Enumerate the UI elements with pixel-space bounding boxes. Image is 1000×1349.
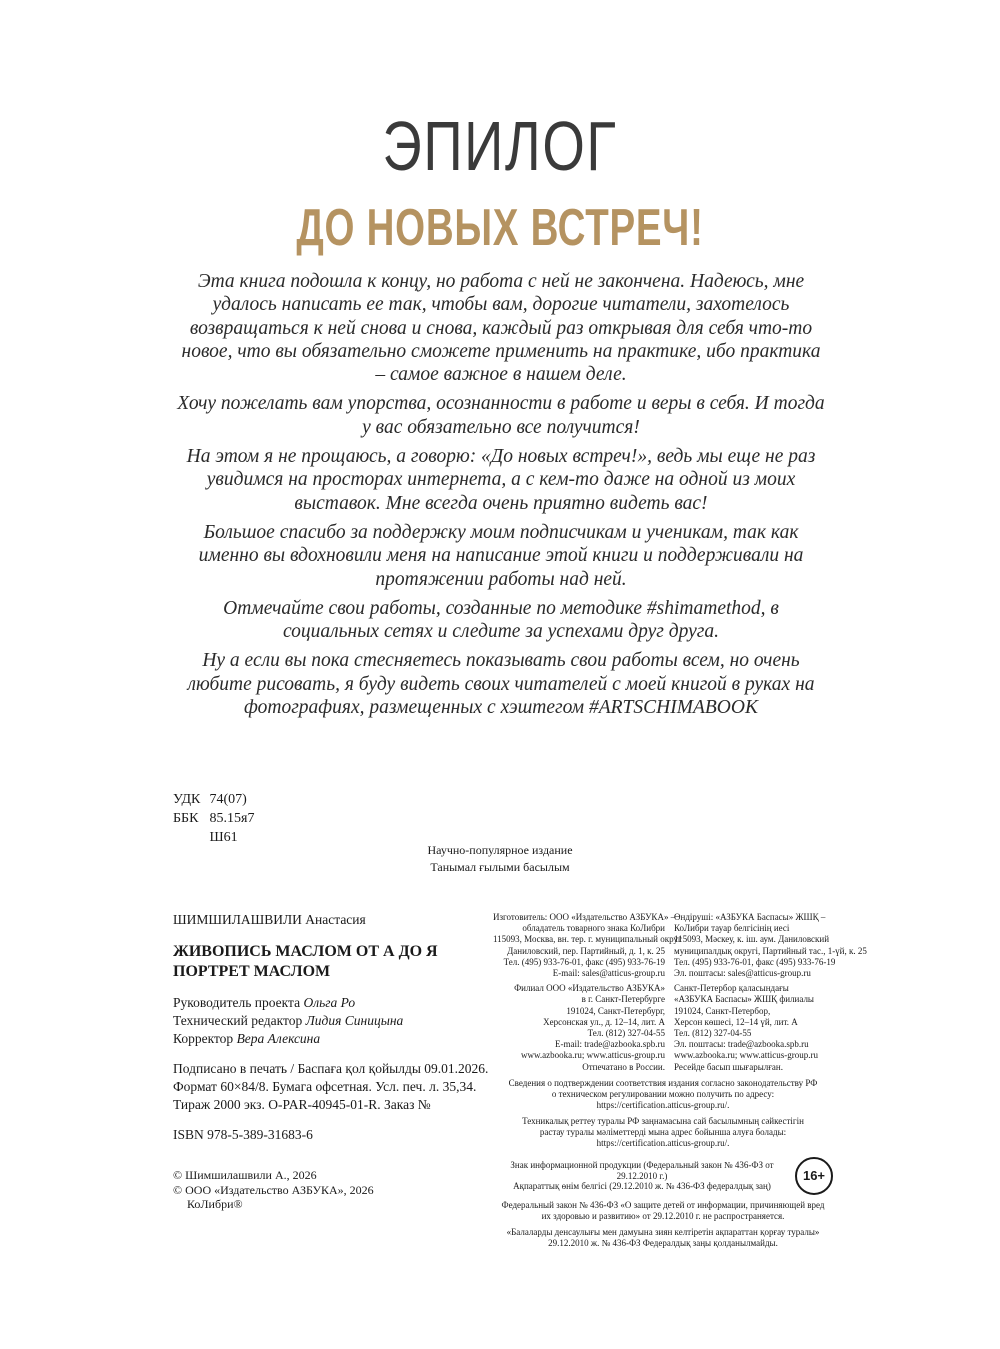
copyright-line: КоЛибри®	[187, 1197, 243, 1211]
branch-line: «АЗБУКА Баспасы» ЖШҚ филиалы	[674, 994, 814, 1005]
credit-role: Руководитель проекта	[173, 995, 301, 1010]
imprint-right	[493, 912, 867, 1249]
publisher-line: муниципалдық округі, Партийный тас., 1-үй, к. 25	[674, 945, 867, 956]
law-note-line: Федеральный закон № 436-ФЗ «О защите детей от информации, причиняющей вред	[501, 1199, 825, 1210]
branch-line: Тел. (812) 327-04-55	[674, 1028, 752, 1039]
certification-line: https://certification.atticus-group.ru/.	[596, 1137, 730, 1148]
copyright-line: © Шимшилашвили А., 2026	[173, 1168, 317, 1182]
publisher-line: Тел. (495) 933-76-01, факс (495) 933-76-19	[674, 956, 836, 967]
book-title-line: ЖИВОПИСЬ МАСЛОМ ОТ А ДО Я	[173, 943, 438, 960]
edition-type	[0, 842, 1000, 876]
branch-line: Херсон көшесі, 12–14 үй, лит. А	[674, 1016, 798, 1027]
credit-role: Корректор	[173, 1031, 234, 1046]
branch-line: в г. Санкт-Петербурге	[581, 994, 665, 1005]
branch-line: Эл. поштасы: trade@azbooka.spb.ru	[674, 1039, 809, 1050]
copyright-line: © ООО «Издательство АЗБУКА», 2026	[173, 1182, 374, 1197]
credit-row	[173, 994, 473, 1012]
age-rating	[493, 1157, 833, 1195]
edition-type-ru: Научно-популярное издание	[427, 843, 573, 857]
author-name: ШИМШИЛАШВИЛИ Анастасия	[173, 912, 366, 927]
isbn: ISBN 978-5-389-31683-6	[173, 1127, 313, 1142]
print-line: Тираж 2000 экз. O-PAR-40945-01-R. Заказ №	[173, 1097, 431, 1112]
branch-line: www.azbooka.ru; www.atticus-group.ru	[520, 1050, 665, 1061]
book-title	[173, 942, 473, 982]
law-note-kz	[493, 1227, 833, 1249]
branch-line: Отпечатано в России.	[582, 1061, 665, 1072]
branch-line: E-mail: trade@azbooka.spb.ru	[555, 1039, 665, 1050]
law-note-line: их здоровью и развитию» от 29.12.2010 г. не распространяется.	[541, 1210, 785, 1221]
publisher-line: КоЛибри тауар белгісінің иесі	[674, 923, 790, 934]
page-title: ЭПИЛОГ	[382, 107, 618, 185]
imprint-left	[173, 911, 489, 1212]
paragraph: Ну а если вы пока стесняетесь показывать свои работы всем, но очень любите рисовать, я буду видеть своих читателей с моей книгой в руках на фотографиях, размещенных с хэштегом #ARTSCHIMABOOK	[187, 650, 815, 719]
branch-line: 191024, Санкт-Петербор,	[674, 1005, 771, 1016]
publisher-line: Тел. (495) 933-76-01, факс (495) 933-76-19	[503, 956, 665, 967]
branch-line: www.azbooka.ru; www.atticus-group.ru	[674, 1050, 819, 1061]
law-note-line: «Балаларды денсаулығы мен дамуына зиян келтіретін ақпараттан қорғау туралы»	[506, 1226, 820, 1237]
publisher-kz	[674, 912, 867, 1073]
law-note-line: 29.12.2010 ж. № 436-ФЗ Федералдық заңы қолданылмайды.	[548, 1237, 778, 1248]
print-line: Подписано в печать / Баспаға қол қойылды 09.01.2026.	[173, 1061, 489, 1076]
copyright	[173, 1168, 473, 1212]
paragraph: На этом я не прощаюсь, а говорю: «До новых встреч!», ведь мы еще не раз увидимся на просторах интернета, а с кем-то даже на одной из моих выставок. Мне всегда очень приятно видеть вас!	[186, 446, 816, 514]
bbk-value: 85.15я7	[209, 811, 255, 826]
certification-line: о техническом регулировании можно получить по адресу:	[551, 1088, 775, 1099]
book-title-line: ПОРТРЕТ МАСЛОМ	[173, 963, 331, 980]
credit-name: Лидия Синицына	[305, 1013, 404, 1028]
publisher-line: Даниловский, пер. Партийный, д. 1, к. 25	[507, 945, 665, 956]
print-line: Формат 60×84/8. Бумага офсетная. Усл. печ. л. 35,34.	[173, 1079, 477, 1094]
age-rating-line: Знак информационной продукции (Федеральный закон № 436-ФЗ от 29.12.2010 г.)	[510, 1160, 774, 1181]
law-note-ru	[493, 1200, 833, 1222]
epilogue-text	[175, 270, 827, 725]
certification-line: Техникалық реттеу туралы РФ заңнамасына сай басылымның сәйкестігін	[522, 1115, 804, 1126]
branch-line: Тел. (812) 327-04-55	[587, 1028, 665, 1039]
certification-line: Сведения о подтверждении соответствия издания согласно законодательству РФ	[508, 1077, 818, 1088]
branch-line: Санкт-Петербор қаласындағы	[674, 983, 789, 994]
udk-label: УДК	[173, 792, 201, 807]
certification-line: https://certification.atticus-group.ru/.	[596, 1099, 730, 1110]
branch-line: Филиал ООО «Издательство АЗБУКА»	[514, 983, 665, 994]
credit-role: Технический редактор	[173, 1013, 303, 1028]
publisher-line: 115093, Москва, вн. тер. г. муниципальный округ	[493, 934, 682, 945]
paragraph: Эта книга подошла к концу, но работа с ней не закончена. Надеюсь, мне удалось написать ее так, чтобы вам, дорогие читатели, захотелось возвращаться к ней снова и снова, каждый раз открывая для себя что-то новое, что вы обязательно сможете применить на практике, ибо практика – самое важное в нашем деле.	[181, 271, 821, 386]
bbk-label: ББК	[173, 811, 199, 826]
paragraph: Большое спасибо за поддержку моим подписчикам и ученикам, так как именно вы вдохновили меня на написание этой книги и поддерживали на протяжении работы над ней.	[198, 521, 804, 590]
age-rating-text	[493, 1160, 791, 1192]
certification-line: растау туралы мәліметтерді мына адрес бойынша алуға болады:	[539, 1126, 787, 1137]
certification-ru	[493, 1078, 833, 1111]
publisher-ru	[493, 912, 682, 1073]
publisher-line: Изготовитель: ООО «Издательство АЗБУКА» –	[493, 912, 676, 922]
publisher-info	[493, 912, 867, 1073]
publisher-line: Эл. поштасы: sales@atticus-group.ru	[674, 968, 811, 979]
publisher-line: E-mail: sales@atticus-group.ru	[552, 968, 665, 979]
page-subtitle: ДО НОВЫХ ВСТРЕЧ!	[296, 199, 704, 257]
classification-block	[173, 790, 254, 847]
credit-row	[173, 1030, 473, 1048]
credits	[173, 994, 473, 1048]
paragraph: Хочу пожелать вам упорства, осознанности в работе и веры в себя. И тогда у вас обязательно все получится!	[177, 393, 825, 438]
age-badge-icon: 16+	[795, 1157, 833, 1195]
branch-line: Херсонская ул., д. 12–14, лит. А	[543, 1016, 665, 1027]
certification-kz	[493, 1116, 833, 1149]
credit-name: Ольга Ро	[303, 995, 356, 1010]
print-info	[173, 1060, 489, 1114]
udk-value: 74(07)	[209, 792, 247, 807]
branch-line: 191024, Санкт-Петербург,	[566, 1005, 665, 1016]
age-rating-line: Ақпараттық өнім белгісі (29.12.2010 ж. № 436-ФЗ федералдық заң)	[513, 1181, 771, 1192]
credit-row	[173, 1012, 473, 1030]
paragraph: Отмечайте свои работы, созданные по методике #shimamethod, в социальных сетях и следите за успехами друг друга.	[223, 597, 779, 643]
edition-type-kz: Танымал ғылыми басылым	[430, 860, 570, 874]
credit-name: Вера Алексина	[236, 1031, 321, 1046]
publisher-line: Өндіруші: «АЗБУКА Баспасы» ЖШҚ –	[674, 912, 826, 922]
publisher-line: обладатель товарного знака КоЛибри	[522, 923, 665, 934]
author-code: Ш61	[209, 830, 238, 845]
branch-line: Ресейде басып шығарылған.	[674, 1061, 783, 1072]
publisher-line: 115093, Мәскеу, к. іш. аум. Даниловский	[674, 934, 830, 945]
